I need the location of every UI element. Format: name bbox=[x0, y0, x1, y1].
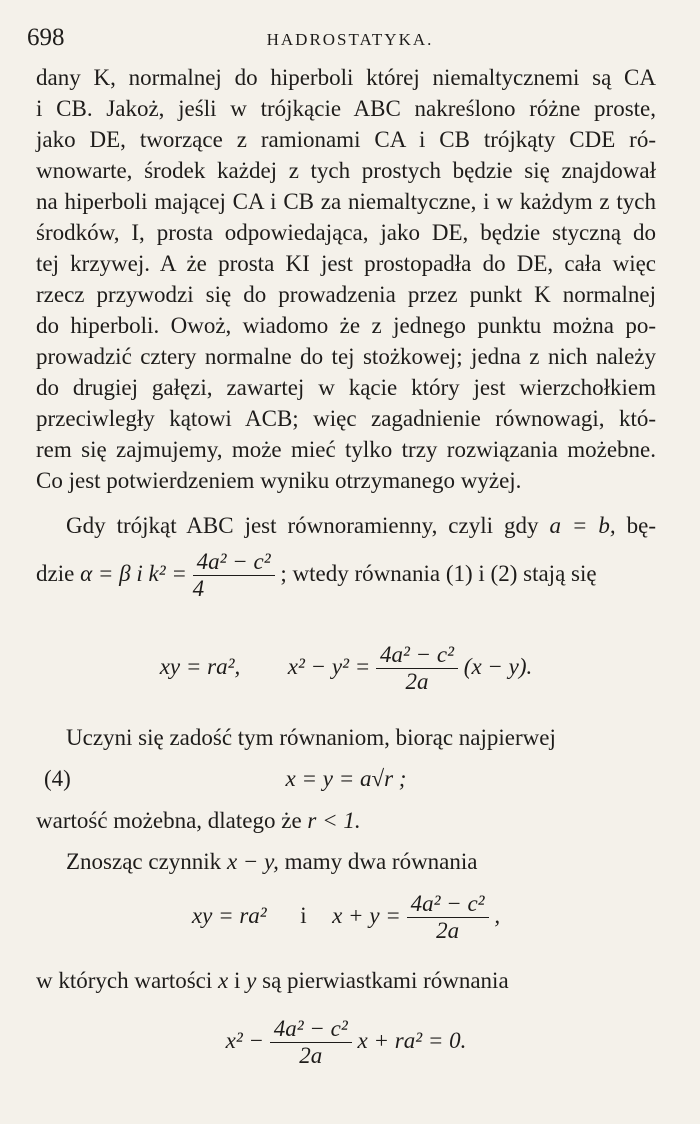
fraction-denominator: 2a bbox=[405, 669, 429, 694]
page-header bbox=[0, 24, 700, 54]
paragraph-2-line-2 bbox=[36, 549, 656, 602]
math-inline: α = β i k² = bbox=[80, 560, 187, 586]
text: wartość możebna, dlatego że bbox=[36, 808, 302, 833]
text: i bbox=[234, 968, 241, 993]
fraction-numerator: 4a² − c² bbox=[270, 1016, 352, 1043]
equation-content bbox=[36, 891, 656, 944]
paragraph-1-line: tej krzywej. A że prosta KI jest prostopadła do DE, cała więc bbox=[36, 251, 656, 276]
equation-number: (4) bbox=[44, 766, 71, 791]
paragraph-3 bbox=[36, 722, 656, 753]
paragraph-1-line: dany K, normalnej do hiperboli której niemaltycznemi są CA bbox=[36, 65, 656, 90]
paragraph-3-line-1: Uczyni się zadość tym równaniom, biorąc najpierwej bbox=[66, 725, 556, 750]
paragraph-3-line-3 bbox=[36, 805, 656, 836]
text: w których wartości bbox=[36, 968, 213, 993]
fraction bbox=[407, 891, 489, 944]
text: są pierwiastkami równania bbox=[262, 968, 509, 993]
math-inline: x − y, bbox=[226, 849, 279, 874]
equation-4 bbox=[36, 753, 656, 805]
equation-1 bbox=[36, 624, 656, 704]
fraction-numerator: 4a² − c² bbox=[193, 549, 275, 576]
text: dzie bbox=[36, 560, 75, 586]
paragraph-1-line: Co jest potwierdzeniem wyniku otrzymanego wyżej. bbox=[36, 468, 522, 493]
math-inline: a = b, bbox=[549, 513, 616, 538]
paragraph-1-line: do hiperboli. Owoż, wiadomo że z jednego punktu można po- bbox=[36, 313, 656, 338]
fraction bbox=[193, 549, 275, 602]
equation-part: x + y = bbox=[332, 902, 401, 928]
equation-content: x = y = a√r ; bbox=[285, 766, 407, 791]
equation-part: x + ra² = 0. bbox=[357, 1027, 467, 1053]
paragraph-4 bbox=[36, 846, 656, 877]
paragraph-1-line: prowadzić cztery normalne do tej stożkowej; jedna z nich należy bbox=[36, 344, 656, 369]
paragraph-1-line: wnowarte, środek każdej z tych prostych będzie się znajdował bbox=[36, 158, 656, 183]
paragraph-2-line-1 bbox=[36, 510, 656, 541]
text: Znosząc czynnik bbox=[66, 849, 222, 874]
paragraph-1-line: przeciwległy kątowi ACB; więc zagadnienie równowagi, któ- bbox=[36, 406, 656, 431]
text: ; wtedy równania (1) i (2) stają się bbox=[280, 560, 597, 586]
text: Gdy trójkąt ABC jest równoramienny, czyli gdy bbox=[66, 513, 539, 538]
paragraph-5-line-1 bbox=[36, 965, 656, 996]
text: bę- bbox=[626, 513, 656, 538]
equation-part: xy = ra² bbox=[191, 902, 267, 928]
conjunction: i bbox=[300, 902, 307, 928]
running-head: HADROSTATYKA. bbox=[266, 30, 434, 49]
page-body bbox=[36, 62, 656, 1082]
fraction-denominator: 2a bbox=[299, 1043, 323, 1068]
equation-content bbox=[36, 1016, 656, 1069]
paragraph-1-line: rem się zajmujemy, może mieć tylko trzy rozwiązania możebne. bbox=[36, 437, 656, 462]
equation-part: x² − bbox=[225, 1027, 264, 1053]
paragraph-1 bbox=[36, 62, 656, 496]
equation-3 bbox=[36, 1002, 656, 1082]
equation-part: , bbox=[494, 902, 501, 928]
fraction-denominator: 2a bbox=[436, 918, 460, 943]
paragraph-1-line: środków, I, prosta odpowiedająca, jako DE, będzie styczną do bbox=[36, 220, 656, 245]
paragraph-2 bbox=[36, 510, 656, 602]
text: mamy dwa równania bbox=[284, 849, 478, 874]
paragraph-1-line: i CB. Jakoż, jeśli w trójkącie ABC nakreślono różne proste, bbox=[36, 96, 656, 121]
math-inline: x bbox=[218, 968, 229, 993]
paragraph-4-line-1 bbox=[36, 846, 656, 877]
math-inline: y bbox=[246, 968, 257, 993]
equation-part: (x − y). bbox=[463, 653, 533, 679]
equation-2 bbox=[36, 877, 656, 955]
equation-content bbox=[36, 642, 656, 695]
equation-part: xy = ra², bbox=[159, 653, 241, 679]
paragraph-1-line: jako DE, tworzące z ramionami CA i CB trójkąty CDE ró- bbox=[36, 127, 656, 152]
fraction-denominator: 4 bbox=[192, 576, 205, 601]
fraction bbox=[376, 642, 458, 695]
paragraph-1-line: do drugiej gałęzi, zawartej w kącie który jest wierzchołkiem bbox=[36, 375, 656, 400]
fraction-numerator: 4a² − c² bbox=[407, 891, 489, 918]
paragraph-1-line: rzecz przywodzi się do prowadzenia przez punkt K normalnej bbox=[36, 282, 656, 307]
paragraph-1-line: na hiperboli mającej CA i CB za niemaltyczne, i w każdym z tych bbox=[36, 189, 656, 214]
equation-part: x² − y² = bbox=[287, 653, 371, 679]
math-inline: r < 1. bbox=[307, 808, 361, 833]
page-number: 698 bbox=[27, 24, 65, 51]
fraction-numerator: 4a² − c² bbox=[376, 642, 458, 669]
paragraph-5 bbox=[36, 965, 656, 996]
fraction bbox=[270, 1016, 352, 1069]
paragraph-3-cont bbox=[36, 805, 656, 836]
